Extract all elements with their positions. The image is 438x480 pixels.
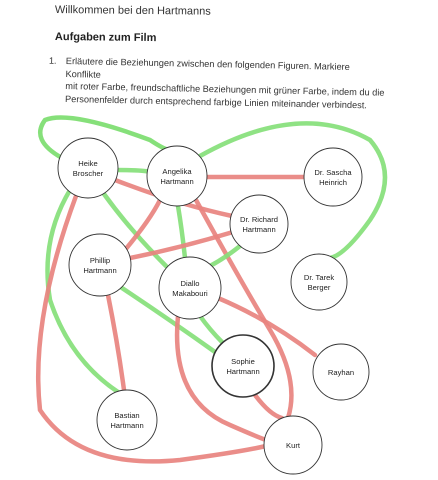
person-circle-bastian: [97, 390, 157, 450]
person-node-diallo: [159, 257, 221, 319]
person-circle-phillip: [69, 234, 131, 296]
person-circle-tarek: [291, 254, 347, 310]
person-node-phillip: [69, 234, 131, 296]
person-name-phillip-line1: Phillip: [89, 256, 111, 265]
person-name-heike-line2: Broscher: [72, 169, 104, 178]
task-line-3: Personenfelder durch entsprechend farbige Linien miteinander verbindest.: [64, 93, 367, 110]
person-name-bastian-line2: Hartmann: [110, 421, 144, 430]
nodes-layer: [58, 138, 369, 474]
person-name-phillip-line2: Hartmann: [83, 266, 117, 275]
task-line-2: mit roter Farbe, freundschaftliche Beziehungen mit grüner Farbe, indem du die: [65, 80, 385, 98]
person-circle-sophie: [212, 335, 274, 397]
person-name-heike-line1: Heike: [78, 159, 98, 168]
person-name-tarek-line2: Berger: [307, 283, 331, 292]
person-node-richard: [230, 195, 288, 253]
section-heading: Aufgaben zum Film: [54, 31, 157, 45]
person-name-sascha-line1: Dr. Sascha: [314, 168, 352, 177]
relation-diallo-sophie-friendship: [200, 316, 222, 342]
person-name-richard-line2: Hartmann: [242, 225, 276, 234]
person-node-angelika: [147, 146, 207, 206]
person-circle-diallo: [159, 257, 221, 319]
relation-heike-angelika-friendship: [116, 170, 150, 172]
person-name-angelika-line1: Angelika: [162, 167, 192, 176]
person-name-angelika-line2: Hartmann: [160, 177, 194, 186]
person-name-diallo-line2: Makabouri: [172, 289, 208, 298]
person-name-sascha-line2: Heinrich: [319, 178, 347, 187]
person-circle-heike: [58, 138, 118, 198]
person-node-bastian: [97, 390, 157, 450]
person-circle-richard: [230, 195, 288, 253]
person-node-sascha: [304, 148, 362, 206]
person-node-tarek: [291, 254, 347, 310]
task-number: 1.: [48, 55, 57, 66]
person-node-heike: [58, 138, 118, 198]
person-node-rayhan: [313, 344, 369, 400]
relation-phillip-bastian-conflict: [108, 295, 124, 390]
person-name-kurt-line1: Kurt: [286, 441, 300, 450]
person-name-tarek-line1: Dr. Tarek: [303, 273, 335, 282]
person-node-sophie: [212, 335, 274, 397]
person-name-sophie-line1: Sophie: [231, 357, 255, 366]
page-title: Willkommen bei den Hartmanns: [54, 4, 211, 18]
person-node-kurt: [264, 416, 322, 474]
person-name-bastian-line1: Bastian: [114, 411, 140, 420]
relation-angelika-diallo-friendship: [178, 206, 185, 258]
person-name-sophie-line2: Hartmann: [226, 367, 260, 376]
person-name-diallo-line1: Diallo: [180, 279, 200, 288]
person-name-rayhan-line1: Rayhan: [327, 368, 355, 377]
person-circle-angelika: [147, 146, 207, 206]
person-circle-sascha: [304, 148, 362, 206]
relation-sophie-kurt-conflict: [255, 395, 282, 418]
task-line-1: Erläutere die Beziehungen zwischen den folgenden Figuren. Markiere Konflikte: [65, 55, 350, 80]
person-name-richard-line1: Dr. Richard: [240, 215, 278, 224]
